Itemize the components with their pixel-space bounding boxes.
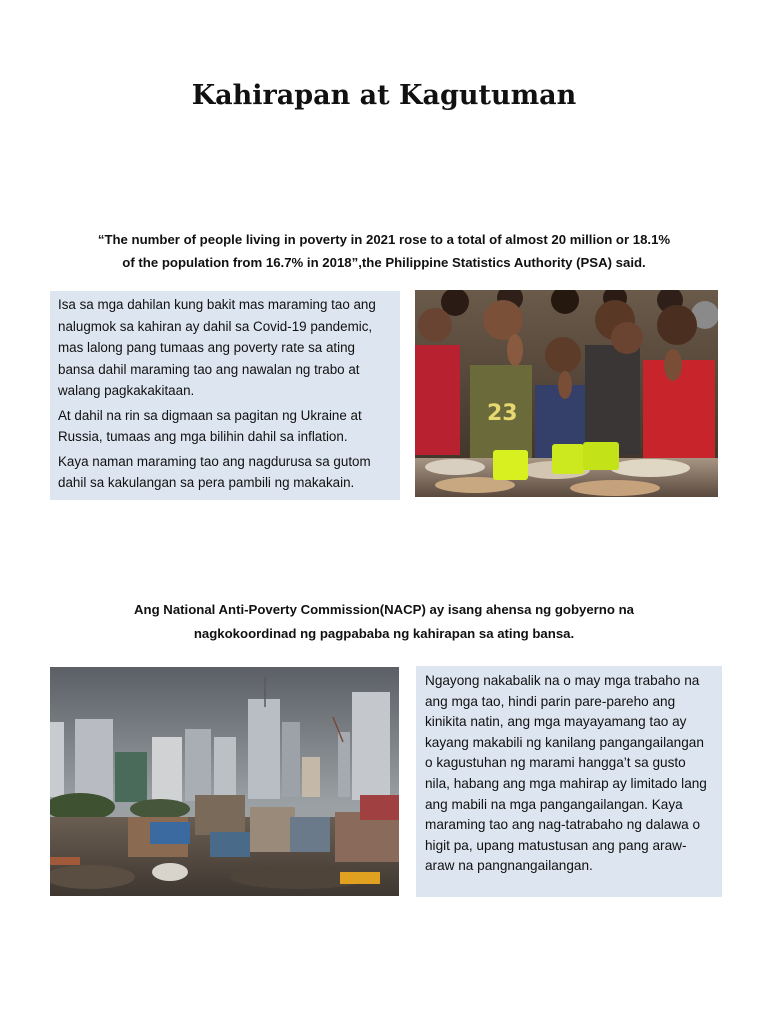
inequality-text-box [416,666,722,897]
page-title: Kahirapan at Kagutuman [191,80,577,111]
causes-paragraph-1: Isa sa mga dahilan kung bakit mas maraming tao ang nalugmok sa kahiran ay dahil sa Covid-19 pandemic, mas lalong pang tumaas ang poverty rate sa ating bansa dahil maraming tao ang nawalan ng trabo at walang pagkakakitaan. [58,297,376,398]
svg-text:23: 23 [487,401,518,426]
causes-paragraph-3: Kaya naman maraming tao ang nagdurusa sa gutom dahil sa kakulangan sa pera pambili ng makakain. [58,453,371,490]
nacp-line-2: nagkokoordinad ng pagpababa ng kahirapan sa ating bansa. [193,626,575,641]
city-slum-photo [50,667,399,896]
causes-paragraph-2: At dahil na rin sa digmaan sa pagitan ng Ukraine at Russia, tumaas ang mga bilihin dahil sa inflation. [58,407,362,444]
quote-line-1: “The number of people living in poverty in 2021 rose to a total of almost 20 million or 18.1% [97,232,671,247]
children-praying-photo [415,290,718,497]
quote-line-2: of the population from 16.7% in 2018”,the Philippine Statistics Authority (PSA) said. [122,255,646,270]
nacp-statement [70,598,698,646]
nacp-line-1: Ang National Anti-Poverty Commission(NACP) ay isang ahensa ng gobyerno na [134,602,634,617]
psa-quote [70,228,698,274]
causes-text-box [50,291,400,500]
inequality-paragraph: Ngayong nakabalik na o may mga trabaho na ang mga tao, hindi parin pare-pareho ang kinikita natin, ang mga mayayamang tao ay kayang makabili ng kanilang pangangailangan o kagustuhan ng marami hangga’t sa gusto nila, habang ang mga mahirap ay limitado lang ang mabili na mga pangangailangan. Kaya maraming tao ang nag-tatrabaho ng dalawa o higit pa, upang matustusan ang pang araw-araw na pangnangailangan. [425,673,707,874]
